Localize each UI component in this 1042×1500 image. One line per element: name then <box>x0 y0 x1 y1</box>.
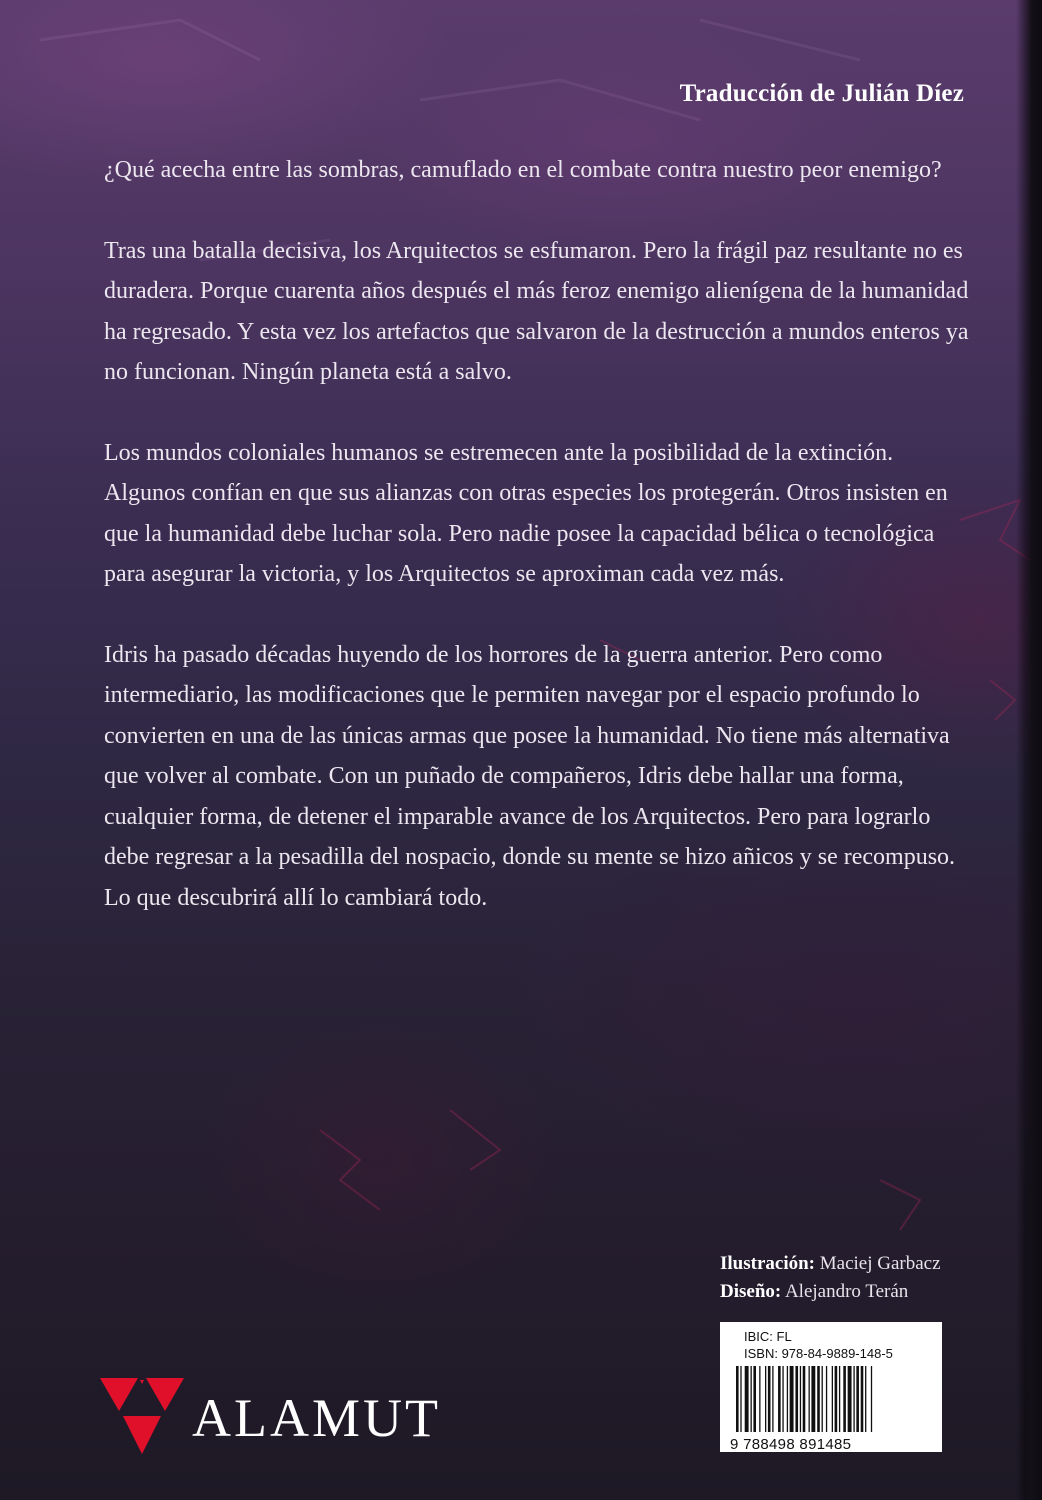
design-label: Diseño: <box>720 1281 782 1302</box>
barcode-label <box>720 1322 942 1452</box>
blurb-paragraph: ¿Qué acecha entre las sombras, camuflado en el combate contra nuestro peor enemigo? <box>104 157 942 183</box>
blurb-paragraph: Idris ha pasado décadas huyendo de los horrores de la guerra anterior. Pero como intermediario, las modificaciones que le permiten navegar por el espacio profundo lo convierten en una de las únicas armas que posee la humanidad. No tiene más alternativa que volver al combate. Con un puñado de compañeros, Idris debe hallar una forma, cualquier forma, de detener el imparable avance de los Arquitectos. Pero para lograrlo debe regresar a la pesadilla del nospacio, donde su mente se hizo añicos y se recompuso. Lo que descubrirá allí lo cambiará todo. <box>104 641 956 911</box>
design-credit <box>720 1278 941 1306</box>
design-name: Alejandro Terán <box>784 1281 909 1302</box>
spine-edge <box>1016 0 1042 1500</box>
blurb-paragraph: Tras una batalla decisiva, los Arquitectos se esfumaron. Pero la frágil paz resultante no es duradera. Porque cuarenta años después el más feroz enemigo alienígena de la humanidad ha regresado. Y esta vez los artefactos que salvaron de la destrucción a mundos enteros ya no funcionan. Ningún planeta está a salvo. <box>104 237 969 385</box>
blurb <box>104 150 974 958</box>
blurb-paragraph: Los mundos coloniales humanos se estremecen ante la posibilidad de la extinción. Algunos confían en que sus alianzas con otras especies los protegerán. Otros insisten en que la humanidad debe luchar sola. Pero nadie posee la capacidad bélica o tecnológica para asegurar la victoria, y los Arquitectos se aproximan cada vez más. <box>104 439 948 587</box>
credits <box>720 1250 941 1306</box>
illustration-credit <box>720 1250 941 1278</box>
illustration-label: Ilustración: <box>720 1253 815 1274</box>
isbn-code: ISBN: 978-84-9889-148-5 <box>744 1346 893 1361</box>
publisher-logo <box>100 1378 441 1454</box>
illustration-name: Maciej Garbacz <box>819 1253 941 1274</box>
ibic-code: IBIC: FL <box>744 1329 792 1344</box>
barcode-digits: 9 788498 891485 <box>730 1436 852 1453</box>
translation-credit: Traducción de Julián Díez <box>679 80 964 107</box>
publisher-name: ALAMUT <box>192 1388 441 1448</box>
triangle-logo-icon <box>100 1378 184 1454</box>
barcode-bars <box>736 1366 932 1432</box>
